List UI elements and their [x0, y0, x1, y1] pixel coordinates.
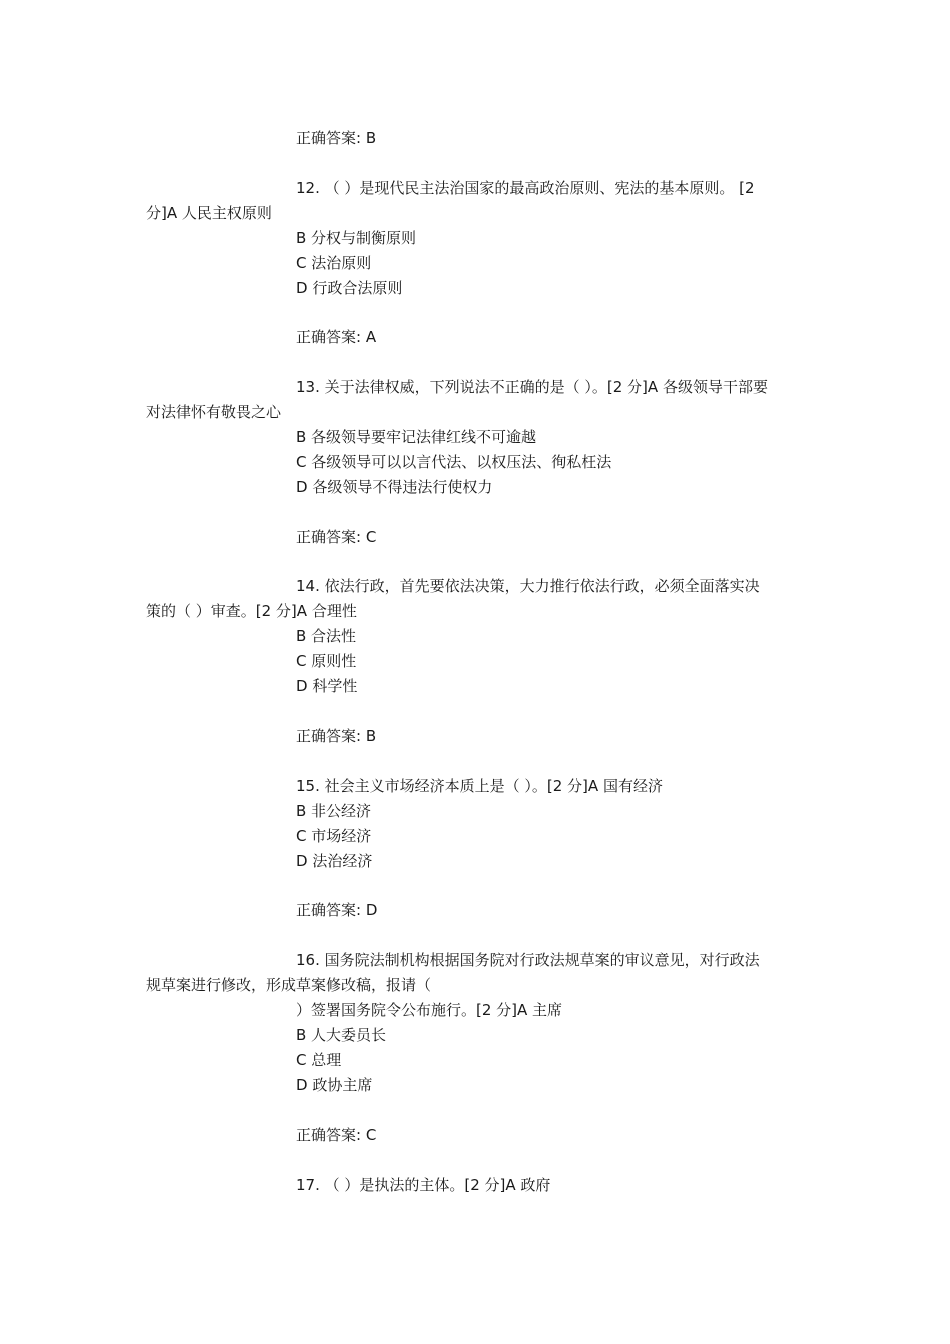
option-d: D 法治经济	[296, 852, 373, 870]
answer-label: 正确答案: C	[296, 1126, 377, 1144]
answer-label: 正确答案: B	[296, 129, 377, 147]
question-stem-continued: 策的（ ）审查。[2 分]A 合理性	[146, 602, 357, 620]
option-b: B 合法性	[296, 627, 357, 645]
answer-label: 正确答案: A	[296, 328, 377, 346]
question-stem: 12. （ ）是现代民主法治国家的最高政治原则、宪法的基本原则。 [2	[296, 179, 755, 197]
option-c: C 总理	[296, 1051, 342, 1069]
option-b: B 人大委员长	[296, 1026, 387, 1044]
option-c: C 原则性	[296, 652, 357, 670]
option-c: C 各级领导可以以言代法、以权压法、徇私枉法	[296, 453, 612, 471]
option-b: B 分权与制衡原则	[296, 229, 417, 247]
question-stem: 14. 依法行政，首先要依法决策，大力推行依法行政，必须全面落实决	[296, 577, 760, 595]
option-c: C 法治原则	[296, 254, 372, 272]
option-b: B 非公经济	[296, 802, 372, 820]
answer-label: 正确答案: B	[296, 727, 377, 745]
answer-label: 正确答案: D	[296, 901, 378, 919]
question-stem-continued: 对法律怀有敬畏之心	[146, 403, 282, 421]
question-stem: 17. （ ）是执法的主体。[2 分]A 政府	[296, 1176, 551, 1194]
option-d: D 行政合法原则	[296, 279, 403, 297]
question-stem: 16. 国务院法制机构根据国务院对行政法规草案的审议意见，对行政法	[296, 951, 760, 969]
option-d: D 政协主席	[296, 1076, 373, 1094]
question-stem: 13. 关于法律权威，下列说法不正确的是（ ）。[2 分]A 各级领导干部要	[296, 378, 768, 396]
question-stem-continued: 分]A 人民主权原则	[146, 204, 272, 222]
answer-label: 正确答案: C	[296, 528, 377, 546]
question-stem-continued: ）签署国务院令公布施行。[2 分]A 主席	[296, 1001, 563, 1019]
option-b: B 各级领导要牢记法律红线不可逾越	[296, 428, 537, 446]
question-stem-continued: 规草案进行修改，形成草案修改稿，报请（	[146, 976, 432, 994]
option-d: D 各级领导不得违法行使权力	[296, 478, 493, 496]
option-c: C 市场经济	[296, 827, 372, 845]
question-stem: 15. 社会主义市场经济本质上是（ ）。[2 分]A 国有经济	[296, 777, 663, 795]
option-d: D 科学性	[296, 677, 358, 695]
